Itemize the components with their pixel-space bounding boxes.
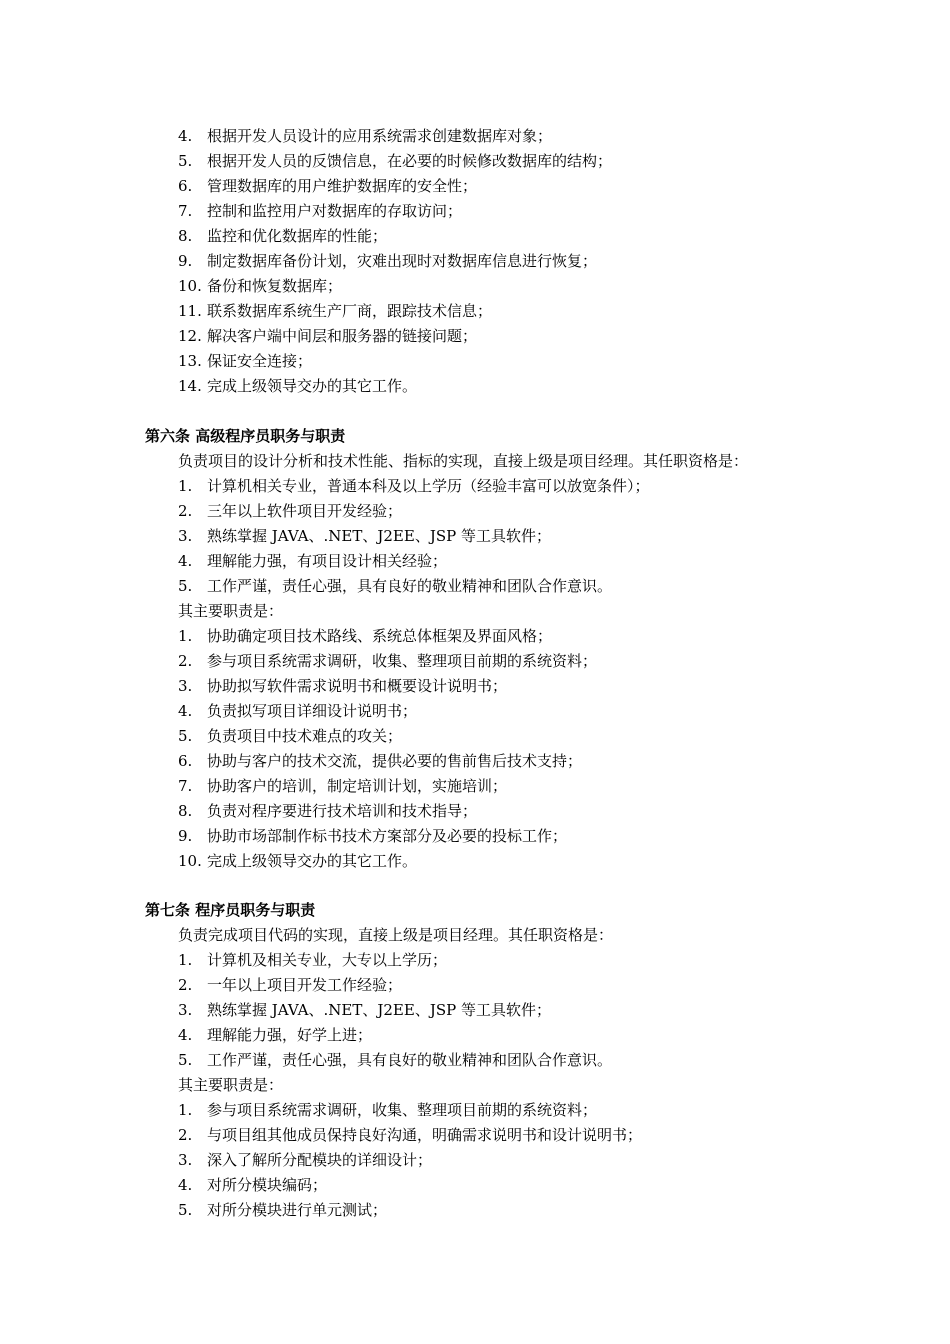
item-text: 计算机及相关专业，大专以上学历； [207, 951, 448, 969]
item-text: 熟练掌握 JAVA、.NET、J2EE、JSP 等工具软件； [207, 527, 551, 545]
item-number: 11. [178, 302, 202, 320]
item-text: 监控和优化数据库的性能； [207, 227, 388, 245]
item-number: 1. [178, 1101, 193, 1119]
item-text: 控制和监控用户对数据库的存取访问； [207, 202, 463, 220]
item-text: 对所分模块进行单元测试； [207, 1201, 388, 1219]
item-text: 制定数据库备份计划，灾难出现时对数据库信息进行恢复； [207, 252, 598, 270]
item-number: 2. [178, 502, 193, 520]
item-text: 与项目组其他成员保持良好沟通，明确需求说明书和设计说明书； [207, 1126, 643, 1144]
item-number: 13. [178, 352, 202, 370]
item-number: 4. [178, 552, 193, 570]
item-number: 9. [178, 827, 193, 845]
item-text: 负责项目中技术难点的攻关； [207, 727, 403, 745]
item-number: 9. [178, 252, 193, 270]
item-text: 工作严谨，责任心强，具有良好的敬业精神和团队合作意识。 [207, 1051, 613, 1069]
duties-label: 其主要职责是： [178, 1076, 284, 1094]
item-number: 4. [178, 1026, 193, 1044]
item-text: 根据开发人员的反馈信息，在必要的时候修改数据库的结构； [207, 152, 613, 170]
item-number: 5. [178, 1201, 193, 1219]
item-number: 6. [178, 177, 193, 195]
item-text: 协助与客户的技术交流，提供必要的售前售后技术支持； [207, 752, 583, 770]
item-text: 保证安全连接； [207, 352, 313, 370]
item-text: 理解能力强，好学上进； [207, 1026, 373, 1044]
item-number: 14. [178, 377, 202, 395]
item-text: 完成上级领导交办的其它工作。 [207, 377, 418, 395]
item-text: 协助确定项目技术路线、系统总体框架及界面风格； [207, 627, 553, 645]
item-text: 参与项目系统需求调研，收集、整理项目前期的系统资料； [207, 1101, 598, 1119]
item-number: 10. [178, 852, 202, 870]
item-number: 5. [178, 727, 193, 745]
item-number: 4. [178, 702, 193, 720]
item-number: 2. [178, 976, 193, 994]
section-intro: 负责完成项目代码的实现，直接上级是项目经理。其任职资格是： [178, 926, 614, 944]
item-text: 计算机相关专业，普通本科及以上学历（经验丰富可以放宽条件）； [207, 477, 650, 495]
item-number: 1. [178, 951, 193, 969]
item-number: 3. [178, 677, 193, 695]
item-number: 4. [178, 1176, 193, 1194]
item-number: 3. [178, 1151, 193, 1169]
item-number: 8. [178, 227, 193, 245]
item-number: 8. [178, 802, 193, 820]
item-text: 理解能力强，有项目设计相关经验； [207, 552, 448, 570]
item-number: 7. [178, 202, 193, 220]
item-text: 深入了解所分配模块的详细设计； [207, 1151, 433, 1169]
item-text: 一年以上项目开发工作经验； [207, 976, 403, 994]
section-heading: 第七条 程序员职务与职责 [145, 901, 316, 919]
item-number: 3. [178, 527, 193, 545]
item-number: 6. [178, 752, 193, 770]
item-number: 1. [178, 477, 193, 495]
item-text: 对所分模块编码； [207, 1176, 328, 1194]
item-number: 3. [178, 1001, 193, 1019]
item-number: 7. [178, 777, 193, 795]
item-text: 负责拟写项目详细设计说明书； [207, 702, 418, 720]
item-text: 熟练掌握 JAVA、.NET、J2EE、JSP 等工具软件； [207, 1001, 551, 1019]
item-text: 协助市场部制作标书技术方案部分及必要的投标工作； [207, 827, 568, 845]
item-text: 根据开发人员设计的应用系统需求创建数据库对象； [207, 127, 553, 145]
item-text: 负责对程序要进行技术培训和技术指导； [207, 802, 478, 820]
item-text: 备份和恢复数据库； [207, 277, 343, 295]
item-number: 5. [178, 1051, 193, 1069]
item-text: 参与项目系统需求调研，收集、整理项目前期的系统资料； [207, 652, 598, 670]
item-number: 4. [178, 127, 193, 145]
section-intro: 负责项目的设计分析和技术性能、指标的实现，直接上级是项目经理。其任职资格是： [178, 452, 749, 470]
item-text: 解决客户端中间层和服务器的链接问题； [207, 327, 478, 345]
item-text: 管理数据库的用户维护数据库的安全性； [207, 177, 478, 195]
duties-label: 其主要职责是： [178, 602, 284, 620]
item-number: 2. [178, 652, 193, 670]
item-number: 2. [178, 1126, 193, 1144]
item-text: 协助拟写软件需求说明书和概要设计说明书； [207, 677, 508, 695]
item-text: 联系数据库系统生产厂商，跟踪技术信息； [207, 302, 493, 320]
section-heading: 第六条 高级程序员职务与职责 [145, 427, 346, 445]
item-text: 完成上级领导交办的其它工作。 [207, 852, 418, 870]
item-number: 12. [178, 327, 202, 345]
item-number: 5. [178, 152, 193, 170]
item-number: 10. [178, 277, 202, 295]
item-text: 三年以上软件项目开发经验； [207, 502, 403, 520]
item-number: 1. [178, 627, 193, 645]
item-text: 协助客户的培训，制定培训计划，实施培训； [207, 777, 508, 795]
item-number: 5. [178, 577, 193, 595]
item-text: 工作严谨，责任心强，具有良好的敬业精神和团队合作意识。 [207, 577, 613, 595]
